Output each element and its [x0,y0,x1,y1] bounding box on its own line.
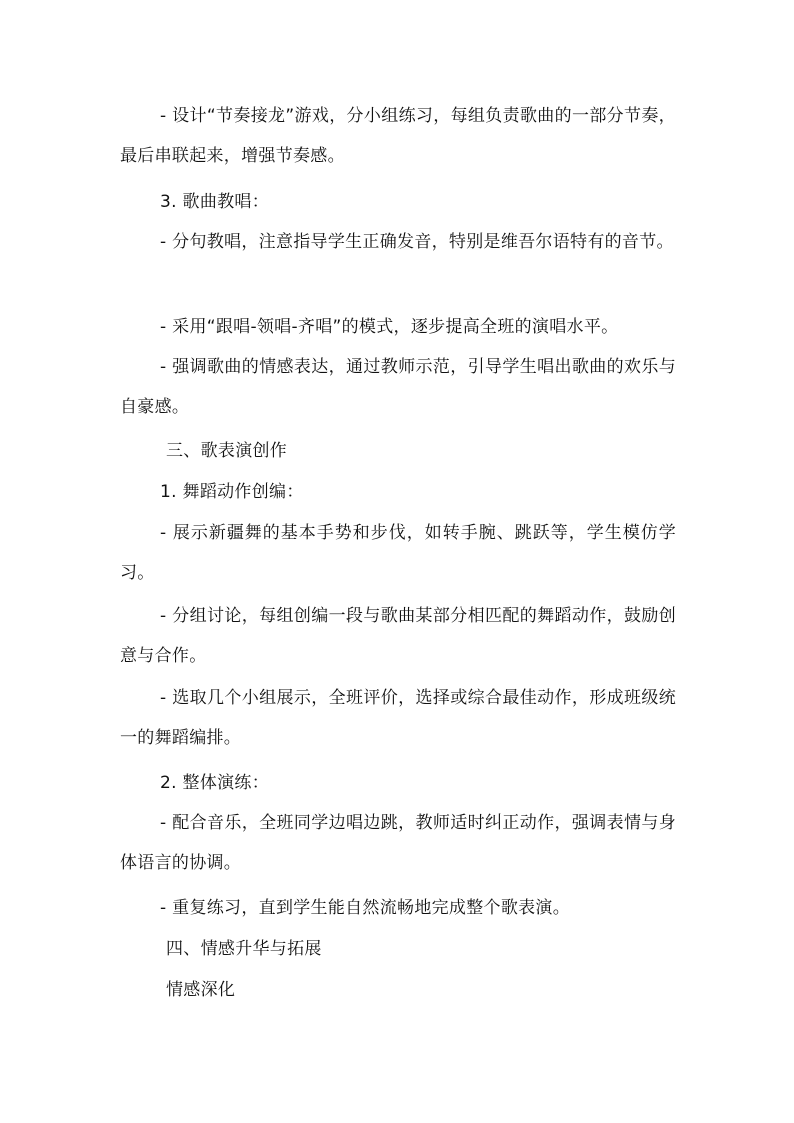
section-heading-song-performance: 三、歌表演创作 [166,441,288,461]
paragraph-follow-lead-choir: - 采用“跟唱-领唱-齐唱”的模式，逐步提高全班的演唱水平。 [160,317,619,337]
paragraph-emotional-expression: - 强调歌曲的情感表达，通过教师示范，引导学生唱出歌曲的欢乐与自豪感。 [120,357,676,417]
paragraph-repeat-practice: - 重复练习，直到学生能自然流畅地完成整个歌表演。 [160,898,571,918]
paragraph-sing-and-dance: - 配合音乐，全班同学边唱边跳，教师适时纠正动作，强调表情与身体语言的协调。 [120,813,676,873]
paragraph-rhythm-game: - 设计“节奏接龙”游戏，分小组练习，每组负责歌曲的一部分节奏，最后串联起来，增强节奏感。 [120,106,676,166]
paragraph-group-discussion: - 分组讨论，每组创编一段与歌曲某部分相匹配的舞蹈动作，鼓励创意与合作。 [120,606,676,666]
subheading-emotion-deepening: 情感深化 [166,980,236,1000]
section-heading-emotion-extension: 四、情感升华与拓展 [166,939,322,959]
paragraph-xinjiang-dance: - 展示新疆舞的基本手势和步伐，如转手腕、跳跃等，学生模仿学习。 [120,523,676,583]
paragraph-sentence-teaching: - 分句教唱，注意指导学生正确发音，特别是维吾尔语特有的音节。 [160,232,674,252]
subheading-song-teaching: 3. 歌曲教唱： [160,192,270,212]
subheading-overall-rehearsal: 2. 整体演练： [160,773,270,793]
paragraph-group-showcase: - 选取几个小组展示，全班评价，选择或综合最佳动作，形成班级统一的舞蹈编排。 [120,688,676,748]
subheading-dance-creation: 1. 舞蹈动作创编： [160,482,304,502]
